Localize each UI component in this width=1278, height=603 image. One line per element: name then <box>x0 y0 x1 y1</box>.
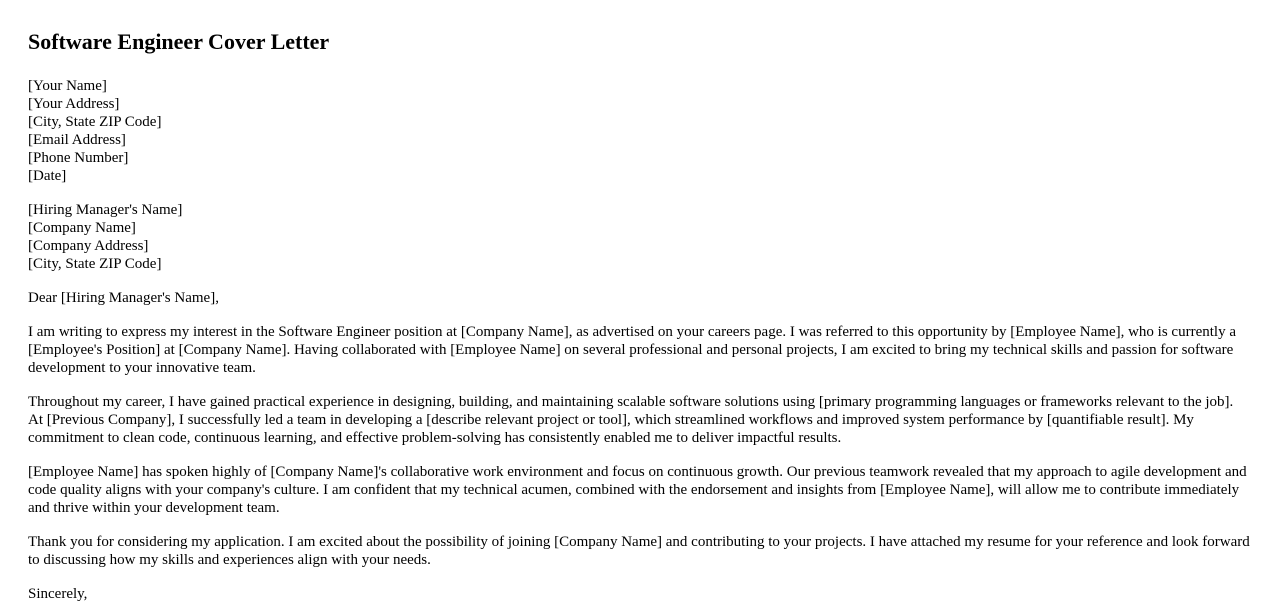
company-name: [Company Name] <box>28 220 136 236</box>
recipient-address-block <box>28 201 1250 273</box>
paragraph-culture-fit: [Employee Name] has spoken highly of [Company Name]'s collaborative work environment and focus on continuous growth. Our previous teamwork revealed that my approach to agile development and code quality aligns with your company's culture. I am confident that my technical acumen, combined with the endorsement and insights from [Employee Name], will allow me to contribute immediately and thrive within your development team. <box>28 464 1247 516</box>
page-title: Software Engineer Cover Letter <box>28 29 330 54</box>
company-address: [Company Address] <box>28 238 149 254</box>
sender-address: [Your Address] <box>28 96 120 112</box>
closing-signoff: Sincerely, <box>28 586 88 602</box>
hiring-manager-name: [Hiring Manager's Name] <box>28 202 183 218</box>
paragraph-introduction: I am writing to express my interest in the Software Engineer position at [Company Name], as advertised on your careers page. I was referred to this opportunity by [Employee Name], who is currently a [Employee's Position] at [Company Name]. Having collaborated with [Employee Name] on several professional and personal projects, I am excited to bring my technical skills and passion for software development to your innovative team. <box>28 324 1236 376</box>
letter-date: [Date] <box>28 168 67 184</box>
paragraph-closing-thanks: Thank you for considering my application. I am excited about the possibility of joining [Company Name] and contributing to your projects. I have attached my resume for your reference and look forward to discussing how my skills and experiences align with your needs. <box>28 534 1250 568</box>
salutation: Dear [Hiring Manager's Name], <box>28 290 219 306</box>
recipient-city-state-zip: [City, State ZIP Code] <box>28 256 162 272</box>
paragraph-experience: Throughout my career, I have gained practical experience in designing, building, and maintaining scalable software solutions using [primary programming languages or frameworks relevant to the job]. At [Previous Company], I successfully led a team in developing a [describe relevant project or tool], which streamlined workflows and improved system performance by [quantifiable result]. My commitment to clean code, continuous learning, and effective problem-solving has consistently enabled me to deliver impactful results. <box>28 394 1234 446</box>
sender-city-state-zip: [City, State ZIP Code] <box>28 114 162 130</box>
sender-name: [Your Name] <box>28 78 107 94</box>
sender-phone: [Phone Number] <box>28 150 129 166</box>
sender-address-block <box>28 77 1250 185</box>
sender-email: [Email Address] <box>28 132 126 148</box>
